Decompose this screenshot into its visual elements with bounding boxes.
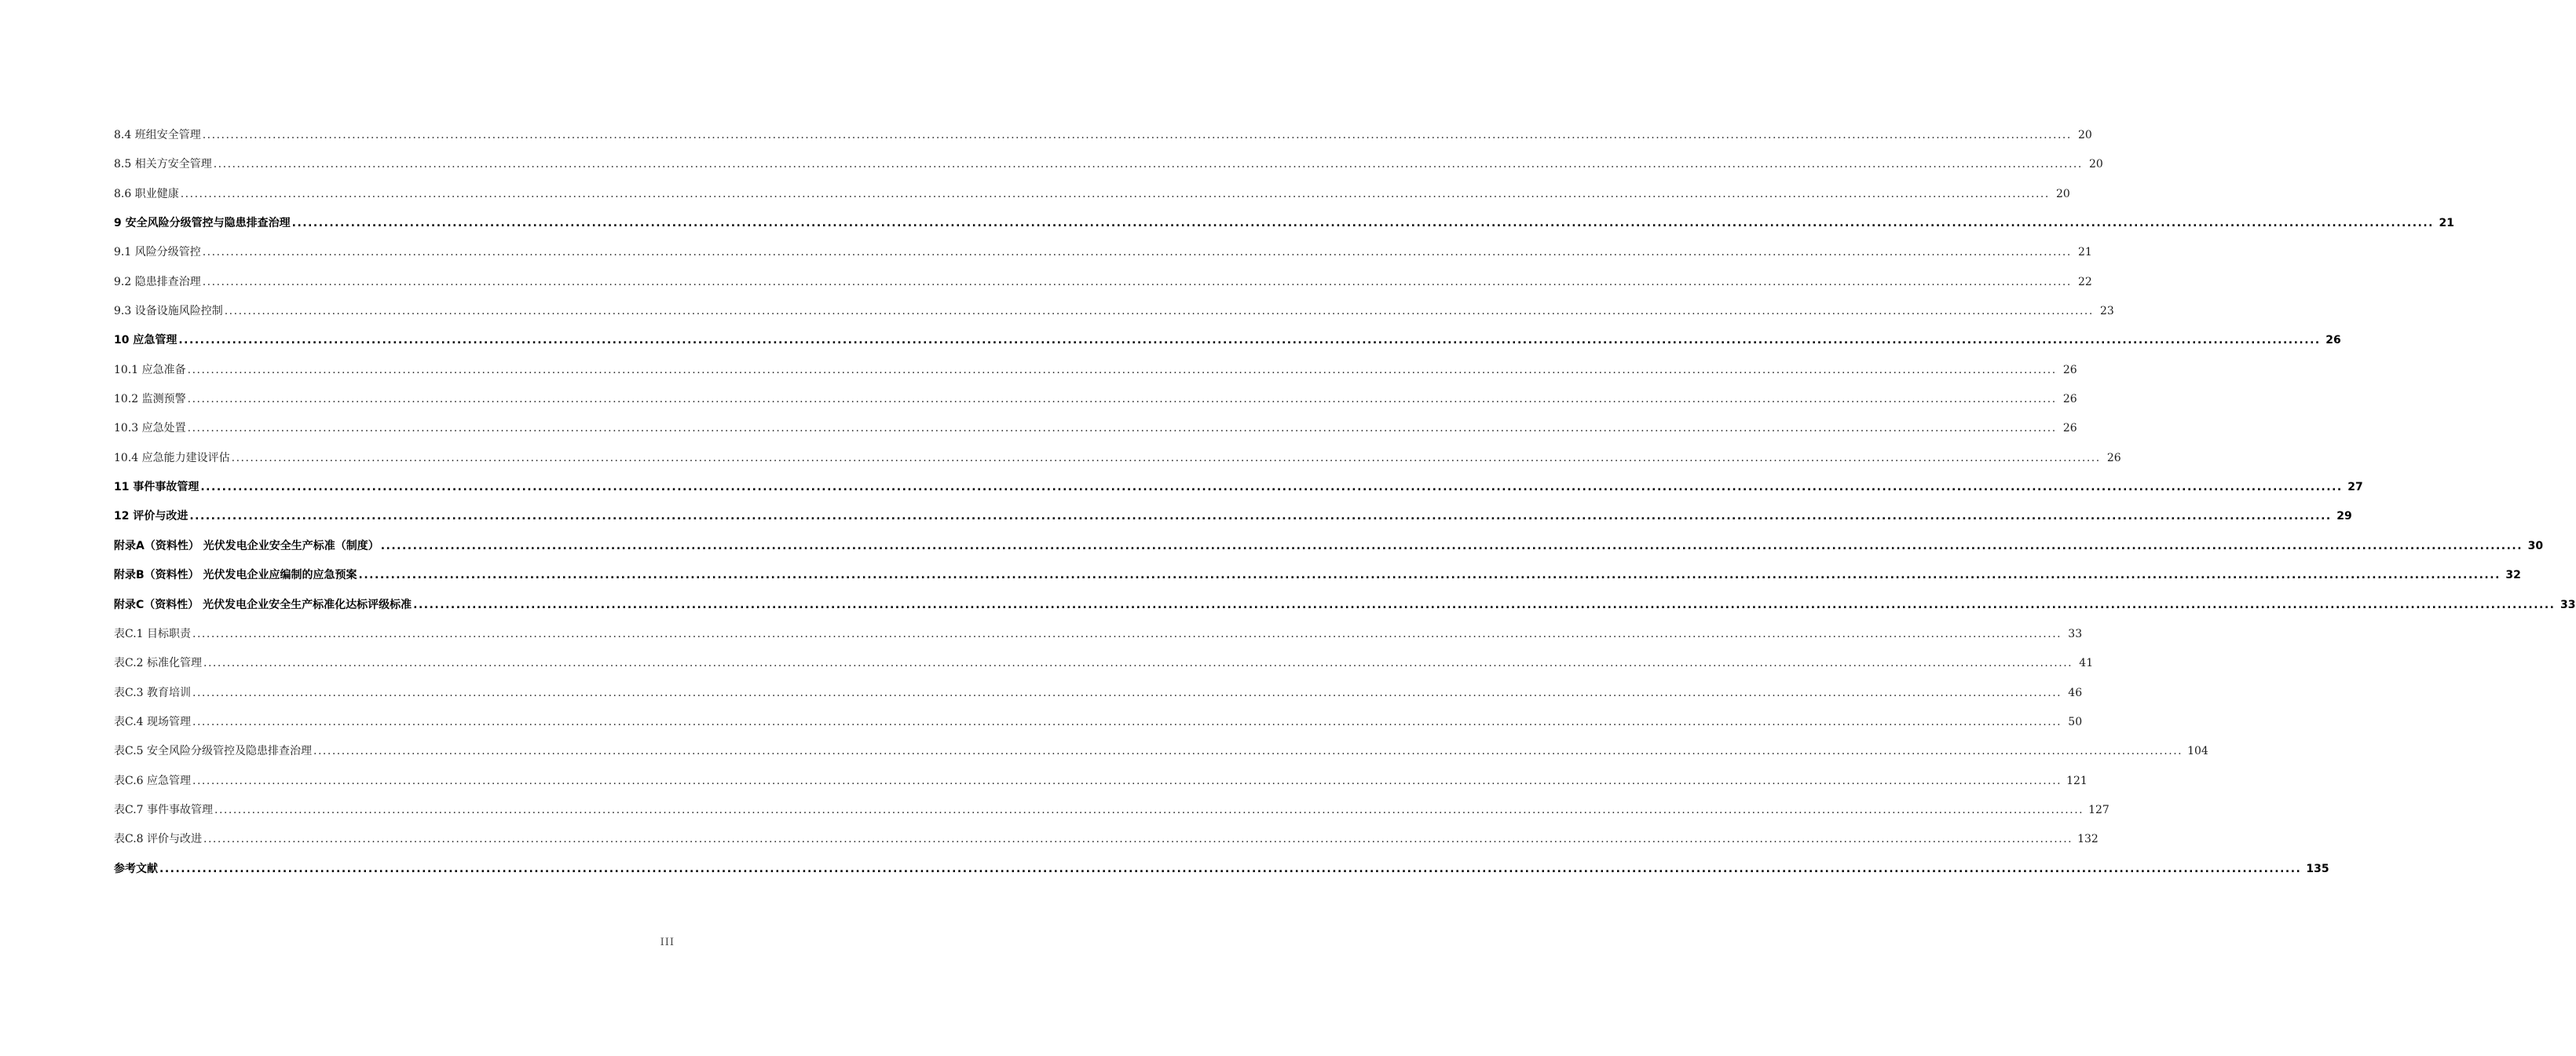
toc-entry[interactable]	[114, 477, 2363, 506]
toc-entry-page: 127	[2088, 803, 2109, 816]
toc-entry-title: 表C.6 应急管理	[114, 774, 192, 787]
toc-entry-page: 22	[2077, 275, 2092, 288]
toc-entry-page: 26	[2325, 334, 2341, 347]
toc-dot-leader: ................................................................................................................................................................................................................................................................................................................................................................................................................	[192, 627, 2062, 640]
toc-dot-leader: ................................................................................................................................................................................................................................................................................................................................................................................................................	[231, 451, 2101, 464]
toc-dot-leader: ................................................................................................................................................................................................................................................................................................................................................................................................................	[380, 539, 2523, 552]
toc-dot-leader: ................................................................................................................................................................................................................................................................................................................................................................................................................	[187, 422, 2057, 435]
toc-dot-leader: ................................................................................................................................................................................................................................................................................................................................................................................................................	[202, 246, 2072, 259]
toc-entry[interactable]	[114, 536, 2544, 565]
toc-dot-leader: ................................................................................................................................................................................................................................................................................................................................................................................................................	[214, 803, 2084, 816]
toc-entry-page: 21	[2439, 217, 2454, 230]
toc-entry-page: 41	[2079, 657, 2094, 670]
toc-entry[interactable]	[114, 565, 2521, 594]
toc-entry-title: 10.1 应急准备	[114, 363, 186, 376]
toc-entry-page: 32	[2505, 569, 2521, 582]
toc-entry-page: 26	[2062, 422, 2077, 435]
table-of-contents	[114, 125, 2576, 888]
toc-entry-title: 9.1 风险分级管控	[114, 246, 201, 259]
toc-dot-leader: ................................................................................................................................................................................................................................................................................................................................................................................................................	[202, 129, 2072, 141]
toc-entry-page: 26	[2062, 363, 2077, 376]
toc-entry-title: 表C.7 事件事故管理	[114, 803, 214, 816]
toc-entry[interactable]	[114, 184, 2070, 213]
toc-dot-leader: ................................................................................................................................................................................................................................................................................................................................................................................................................	[180, 187, 2050, 200]
toc-dot-leader: ................................................................................................................................................................................................................................................................................................................................................................................................................	[189, 510, 2332, 523]
toc-entry[interactable]	[114, 154, 2103, 183]
toc-entry-page: 26	[2062, 393, 2077, 406]
toc-entry[interactable]	[114, 595, 2576, 624]
toc-entry[interactable]	[114, 418, 2077, 447]
toc-entry-title: 12 评价与改进	[114, 510, 188, 523]
toc-entry-page: 33	[2560, 598, 2576, 611]
toc-entry-title: 表C.1 目标职责	[114, 627, 192, 640]
toc-entry-title: 8.6 职业健康	[114, 187, 179, 200]
toc-entry[interactable]	[114, 125, 2092, 154]
toc-entry[interactable]	[114, 829, 2098, 858]
toc-entry[interactable]	[114, 683, 2083, 712]
toc-entry[interactable]	[114, 330, 2341, 359]
toc-entry[interactable]	[114, 301, 2114, 330]
toc-dot-leader: ................................................................................................................................................................................................................................................................................................................................................................................................................	[203, 833, 2073, 846]
toc-entry[interactable]	[114, 272, 2092, 301]
toc-entry[interactable]	[114, 859, 2329, 888]
toc-entry-page: 50	[2068, 715, 2083, 728]
toc-entry-title: 表C.4 现场管理	[114, 715, 192, 728]
toc-entry-page: 104	[2187, 745, 2208, 758]
toc-entry[interactable]	[114, 506, 2352, 535]
toc-entry[interactable]	[114, 213, 2454, 242]
toc-entry-title: 9 安全风险分级管控与隐患排查治理	[114, 217, 291, 230]
toc-dot-leader: ................................................................................................................................................................................................................................................................................................................................................................................................................	[192, 715, 2062, 728]
toc-entry-page: 121	[2066, 774, 2088, 787]
toc-entry-page: 135	[2306, 862, 2329, 875]
toc-entry-page: 20	[2055, 187, 2070, 200]
toc-dot-leader: ................................................................................................................................................................................................................................................................................................................................................................................................................	[413, 598, 2556, 611]
toc-entry-page: 132	[2077, 833, 2098, 846]
toc-entry-page: 23	[2099, 305, 2114, 318]
toc-entry-title: 8.4 班组安全管理	[114, 129, 201, 141]
toc-entry-page: 33	[2068, 627, 2083, 640]
toc-entry-title: 10.3 应急处置	[114, 422, 186, 435]
toc-entry[interactable]	[114, 389, 2077, 418]
toc-dot-leader: ................................................................................................................................................................................................................................................................................................................................................................................................................	[178, 334, 2321, 347]
toc-dot-leader: ................................................................................................................................................................................................................................................................................................................................................................................................................	[200, 481, 2343, 494]
toc-dot-leader: ................................................................................................................................................................................................................................................................................................................................................................................................................	[203, 657, 2073, 670]
toc-dot-leader: ................................................................................................................................................................................................................................................................................................................................................................................................................	[187, 393, 2057, 406]
toc-entry[interactable]	[114, 653, 2094, 682]
toc-dot-leader: ................................................................................................................................................................................................................................................................................................................................................................................................................	[192, 774, 2062, 787]
toc-dot-leader: ................................................................................................................................................................................................................................................................................................................................................................................................................	[159, 862, 2302, 875]
toc-entry-title: 表C.5 安全风险分级管控及隐患排查治理	[114, 745, 313, 758]
toc-entry[interactable]	[114, 712, 2083, 741]
page-number-footer: III	[660, 937, 675, 948]
toc-entry-title: 10.4 应急能力建设评估	[114, 451, 230, 464]
toc-dot-leader: ................................................................................................................................................................................................................................................................................................................................................................................................................	[291, 217, 2434, 230]
toc-entry-title: 表C.8 评价与改进	[114, 833, 203, 846]
toc-entry-page: 21	[2077, 246, 2092, 259]
toc-entry-title: 附录C（资料性） 光伏发电企业安全生产标准化达标评级标准	[114, 598, 412, 611]
toc-entry-title: 10 应急管理	[114, 334, 177, 347]
toc-entry-title: 附录B（资料性） 光伏发电企业应编制的应急预案	[114, 569, 357, 582]
toc-entry[interactable]	[114, 448, 2121, 477]
toc-entry-title: 8.5 相关方安全管理	[114, 158, 212, 171]
toc-entry-page: 20	[2077, 129, 2092, 141]
toc-entry-title: 表C.2 标准化管理	[114, 657, 203, 670]
toc-entry-page: 46	[2068, 686, 2083, 699]
toc-entry-title: 10.2 监测预警	[114, 393, 186, 406]
toc-entry-title: 参考文献	[114, 862, 158, 875]
toc-entry-page: 30	[2527, 539, 2544, 552]
toc-entry-page: 26	[2106, 451, 2121, 464]
toc-entry-title: 表C.3 教育培训	[114, 686, 192, 699]
toc-entry[interactable]	[114, 771, 2088, 800]
toc-entry-title: 附录A（资料性） 光伏发电企业安全生产标准（制度）	[114, 539, 379, 552]
toc-entry-title: 9.3 设备设施风险控制	[114, 305, 223, 318]
toc-dot-leader: ................................................................................................................................................................................................................................................................................................................................................................................................................	[192, 686, 2062, 699]
toc-entry[interactable]	[114, 741, 2208, 770]
toc-entry-page: 27	[2347, 481, 2363, 494]
toc-entry-page: 20	[2088, 158, 2103, 171]
toc-dot-leader: ................................................................................................................................................................................................................................................................................................................................................................................................................	[358, 569, 2501, 582]
toc-entry[interactable]	[114, 800, 2109, 829]
toc-entry-title: 11 事件事故管理	[114, 481, 199, 494]
toc-dot-leader: ................................................................................................................................................................................................................................................................................................................................................................................................................	[187, 363, 2057, 376]
toc-entry[interactable]	[114, 624, 2083, 653]
toc-dot-leader: ................................................................................................................................................................................................................................................................................................................................................................................................................	[213, 158, 2083, 171]
toc-entry[interactable]	[114, 242, 2092, 271]
toc-entry-title: 9.2 隐患排查治理	[114, 275, 201, 288]
toc-entry[interactable]	[114, 360, 2077, 389]
toc-dot-leader: ................................................................................................................................................................................................................................................................................................................................................................................................................	[202, 275, 2072, 288]
toc-entry-page: 29	[2336, 510, 2352, 523]
toc-dot-leader: ................................................................................................................................................................................................................................................................................................................................................................................................................	[224, 305, 2094, 318]
toc-dot-leader: ................................................................................................................................................................................................................................................................................................................................................................................................................	[313, 745, 2183, 758]
